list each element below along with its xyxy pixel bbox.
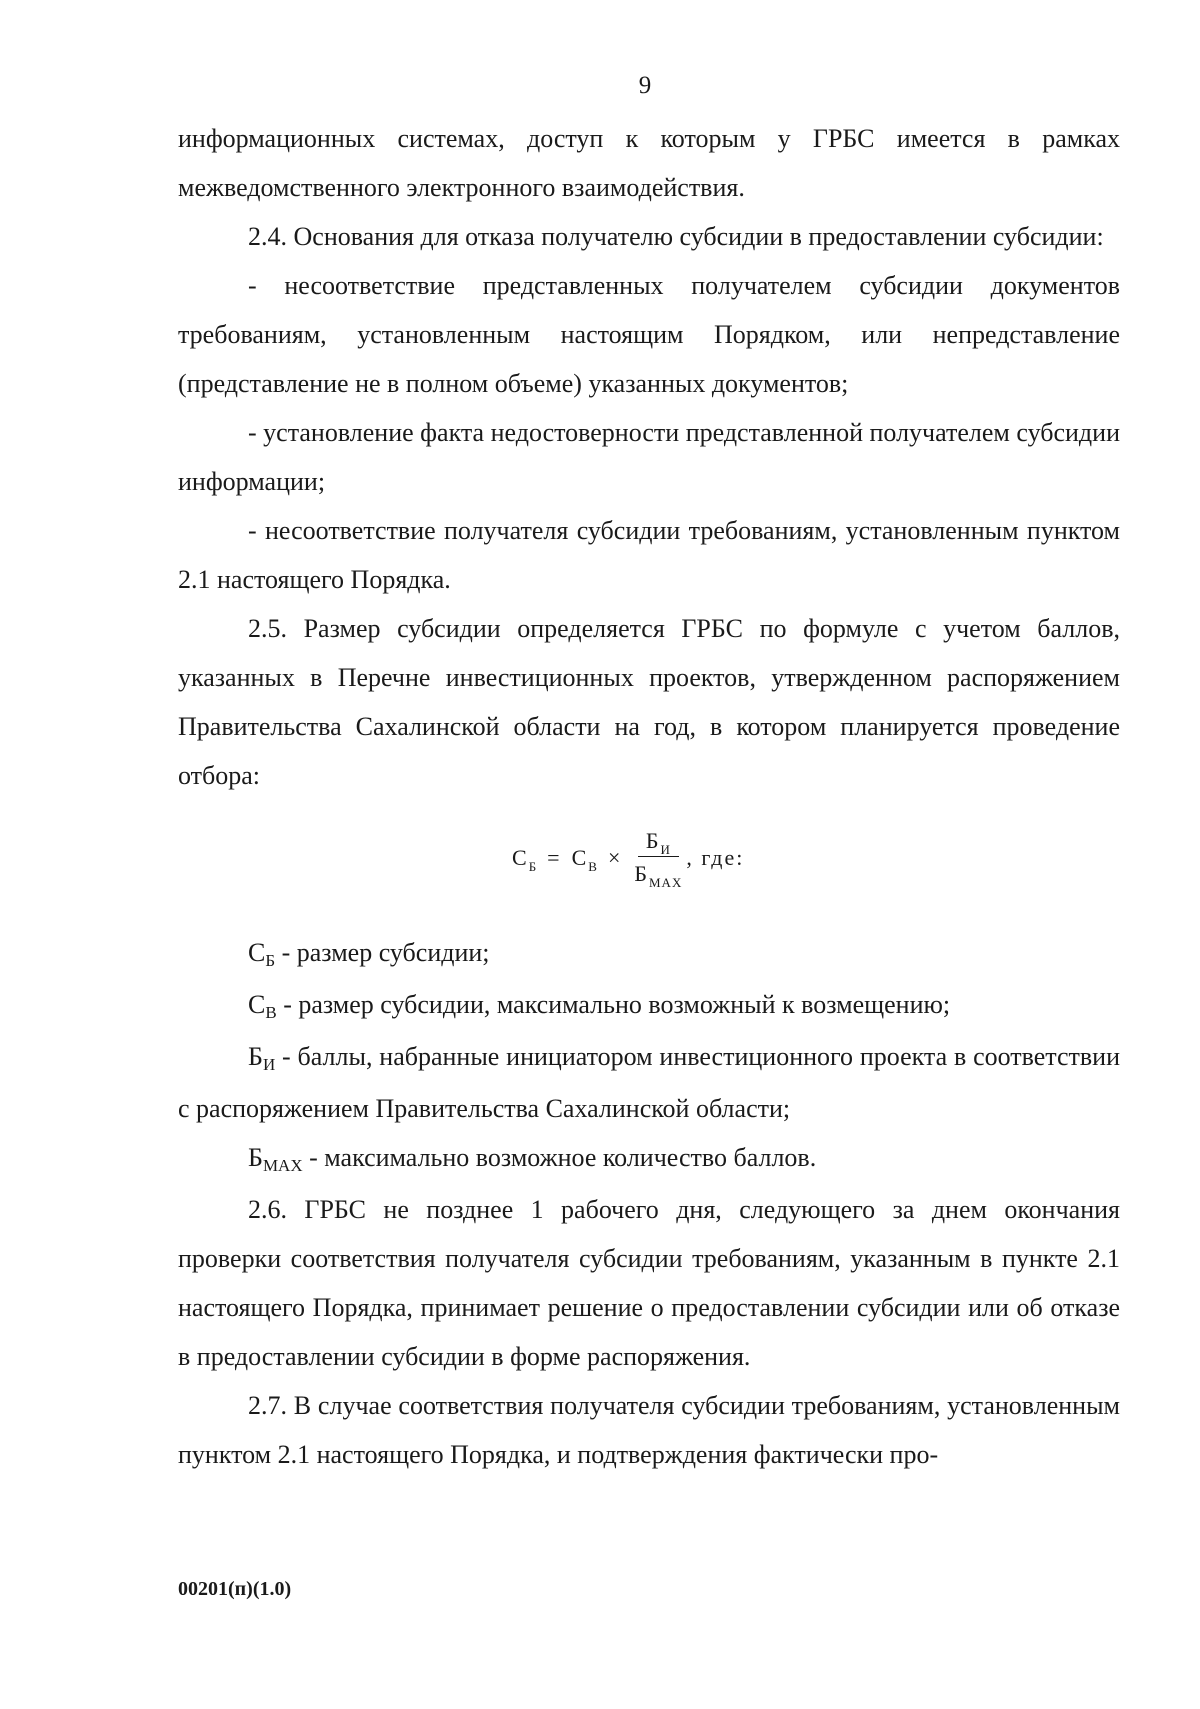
formula-denominator: $Б_{МАХ}$ [634,861,683,890]
formula-times: × [607,844,623,870]
subsidy-formula [178,800,1120,928]
formula-lhs: $С_Б$ [512,844,538,874]
document-code: 00201(п)(1.0) [178,1578,292,1600]
paragraph-2-7: 2.7. В случае соответствия получателя субсидии требованиям, установленным пунктом 2.1 настоящего Порядка, и подтверждения фактически про- [178,1391,1120,1469]
paragraph-list-item: - несоответствие представленных получателем субсидии документов требованиям, установленным настоящим Порядком, или непредставление (представление не в полном объеме) указанных документов; [178,271,1120,398]
paragraph-2-5: 2.5. Размер субсидии определяется ГРБС по формуле с учетом баллов, указанных в Перечне инвестиционных проектов, утвержденном распоряжением Правительства Сахалинской области на год, в котором планируется проведение отбора: [178,614,1120,790]
formula-tail: , где: [686,844,745,870]
paragraph-list-item: - установление факта недостоверности представленной получателем субсидии информации; [178,418,1120,496]
paragraph-2-6: 2.6. ГРБС не позднее 1 рабочего дня, следующего за днем окончания проверки соответствия получателя субсидии требованиям, указанным в пункте 2.1 настоящего Порядка, принимает решение о предоставлении субсидии или об отказе в предоставлении субсидии в форме распоряжения. [178,1195,1120,1371]
document-body [178,114,1120,1479]
formula-numerator: $Б_И$ [638,830,679,857]
paragraph-list-item: - несоответствие получателя субсидии требованиям, установленным пунктом 2.1 настоящего Порядка. [178,516,1120,594]
definition-item: БМАХ - максимально возможное количество баллов. [248,1143,817,1175]
paragraph-continuation: информационных системах, доступ к которым у ГРБС имеется в рамках межведомственного электронного взаимодействия. [178,124,1120,202]
formula-fraction [634,828,683,890]
formula-rhs: $С_В$ [571,844,598,874]
definition-item: СВ - размер субсидии, максимально возможный к возмещению; [248,990,951,1022]
page-number: 9 [638,72,652,99]
formula-equals: = [547,844,562,870]
paragraph-2-4: 2.4. Основания для отказа получателю субсидии в предоставлении субсидии: [248,222,1104,251]
definition-item: СБ - размер субсидии; [248,938,490,970]
definition-item: БИ - баллы, набранные инициатором инвестиционного проекта в соответствии с распоряжением Правительства Сахалинской области; [178,1042,1120,1123]
